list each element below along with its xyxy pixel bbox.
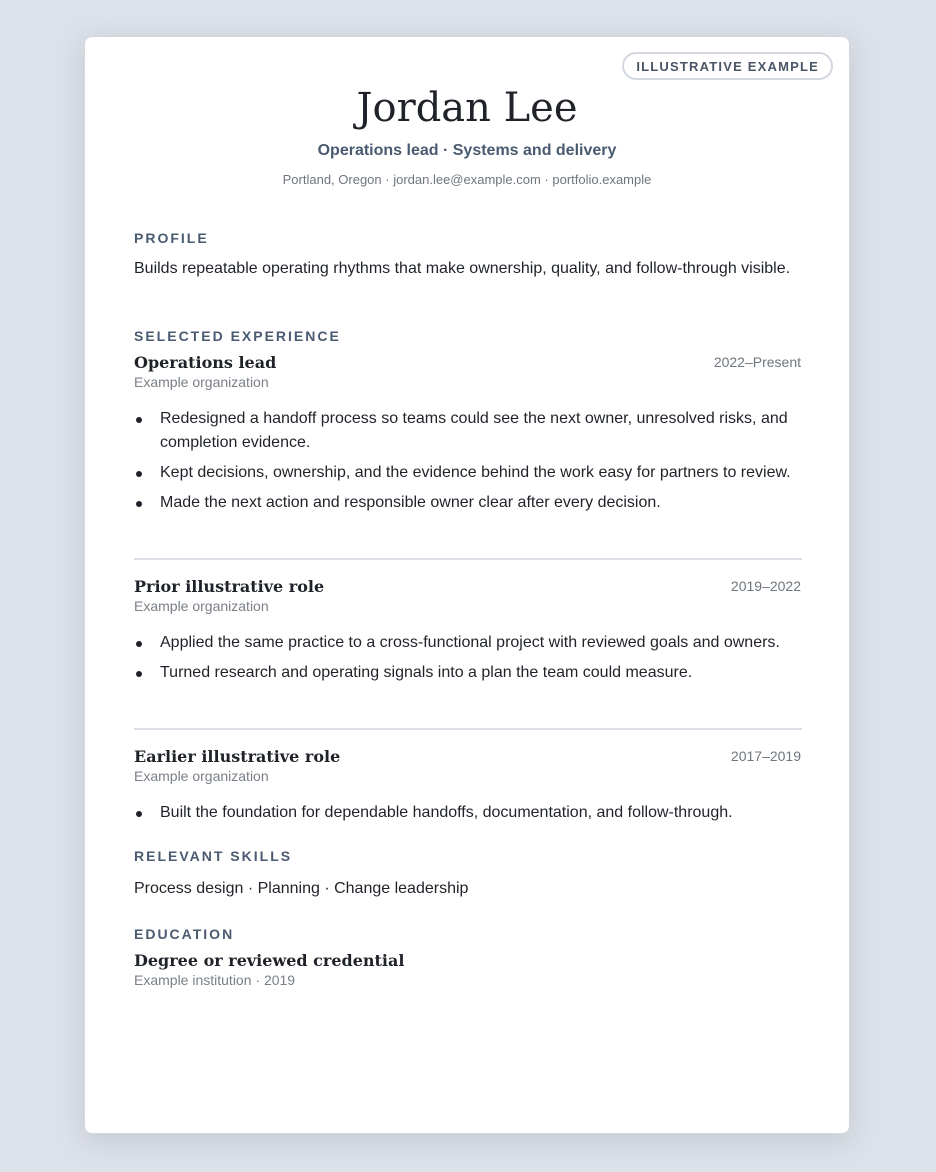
job-bullets — [134, 631, 802, 691]
job-bullet: Turned research and operating signals into a plan the team could measure. — [134, 661, 802, 685]
job-organization: Example organization — [134, 768, 269, 784]
job-dates: 2017–2019 — [730, 748, 801, 764]
job-organization: Example organization — [134, 374, 269, 390]
profile-section-title: PROFILE — [134, 230, 209, 246]
job-role: Prior illustrative role — [134, 577, 325, 596]
job-bullets — [134, 407, 802, 521]
job-bullet: Kept decisions, ownership, and the evidence behind the work easy for partners to review. — [134, 461, 802, 485]
job-dates: 2019–2022 — [730, 578, 801, 594]
skills-section-title: RELEVANT SKILLS — [134, 848, 293, 864]
illustrative-example-badge: ILLUSTRATIVE EXAMPLE — [622, 52, 833, 80]
experience-section-title: SELECTED EXPERIENCE — [134, 328, 341, 344]
section-divider — [134, 728, 802, 730]
job-role: Earlier illustrative role — [134, 747, 341, 766]
job-bullet: Applied the same practice to a cross-functional project with reviewed goals and owners. — [134, 631, 802, 655]
job-bullet: Built the foundation for dependable handoffs, documentation, and follow-through. — [134, 801, 802, 825]
education-detail: Example institution · 2019 — [134, 972, 296, 988]
job-bullets — [134, 801, 802, 831]
job-role: Operations lead — [134, 353, 277, 372]
resume-page — [84, 36, 850, 1134]
job-bullet: Redesigned a handoff process so teams could see the next owner, unresolved risks, and completion evidence. — [134, 407, 802, 455]
resume-name: Jordan Lee — [356, 85, 578, 131]
profile-text: Builds repeatable operating rhythms that make ownership, quality, and follow-through visible. — [134, 260, 791, 277]
education-section-title: EDUCATION — [134, 926, 235, 942]
resume-headline: Operations lead · Systems and delivery — [317, 142, 617, 159]
contact-line: Portland, Oregon · jordan.lee@example.com · portfolio.example — [282, 172, 652, 187]
job-bullet: Made the next action and responsible owner clear after every decision. — [134, 491, 802, 515]
job-dates: 2022–Present — [713, 354, 801, 370]
job-organization: Example organization — [134, 598, 269, 614]
section-divider — [134, 558, 802, 560]
skills-text: Process design · Planning · Change leadership — [134, 880, 469, 897]
education-degree: Degree or reviewed credential — [134, 951, 405, 970]
